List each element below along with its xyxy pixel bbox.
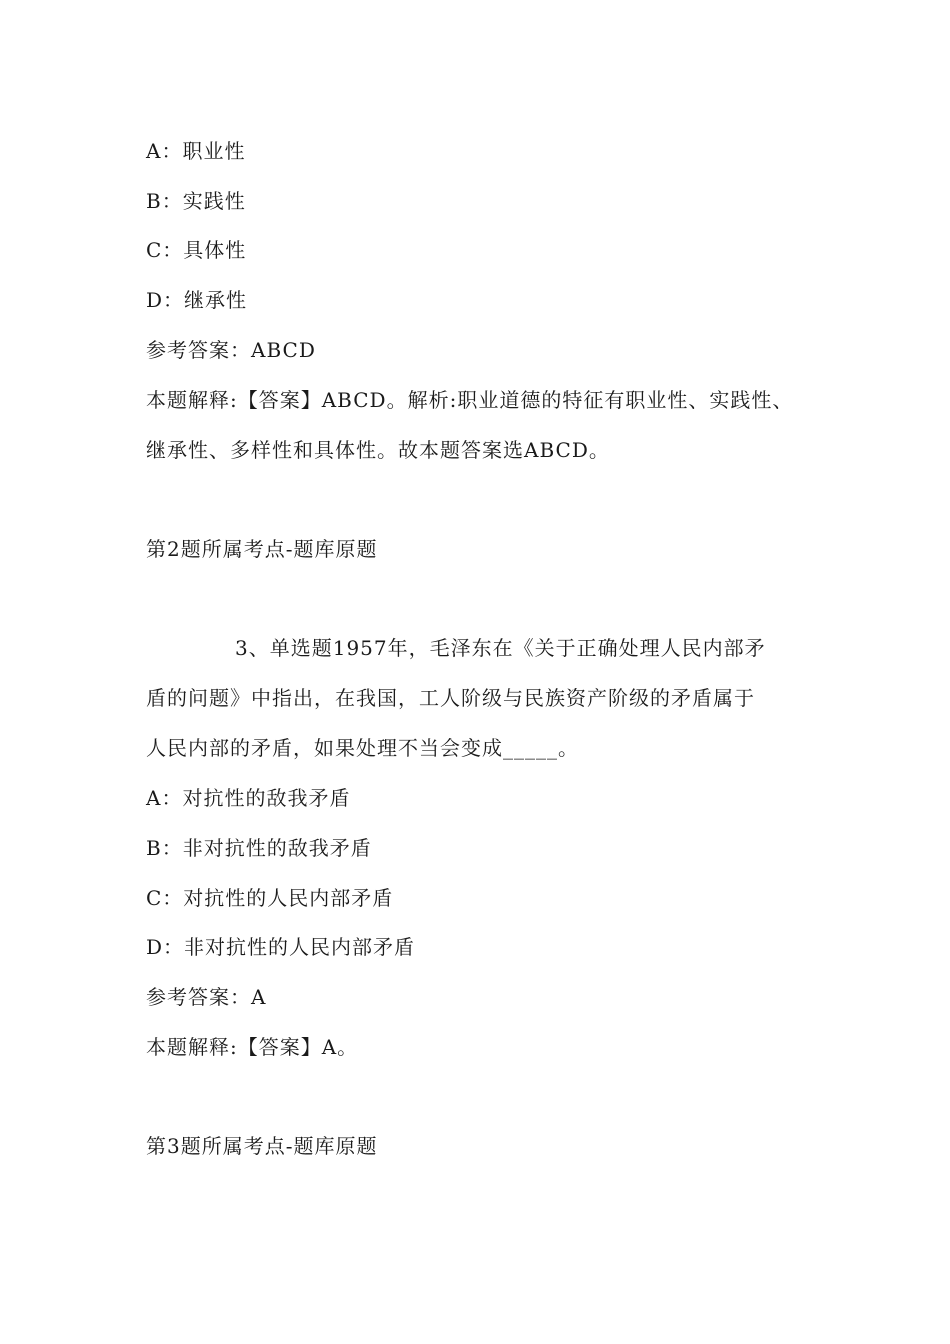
question-1-option-c: C：具体性 <box>146 238 247 262</box>
question-3-explanation: 本题解释:【答案】A。 <box>146 1035 359 1059</box>
topic-2-label: 第2题所属考点-题库原题 <box>146 537 378 561</box>
question-1-answer: 参考答案：ABCD <box>146 338 316 362</box>
question-1-option-d: D：继承性 <box>146 288 248 312</box>
question-1-option-a: A：职业性 <box>146 139 246 163</box>
question-3-stem-line-2: 盾的问题》中指出，在我国，工人阶级与民族资产阶级的矛盾属于 <box>146 686 755 710</box>
question-1-explanation-line-1: 本题解释:【答案】ABCD。解析:职业道德的特征有职业性、实践性、 <box>146 388 794 412</box>
topic-3-label: 第3题所属考点-题库原题 <box>146 1134 378 1158</box>
question-3-answer: 参考答案：A <box>146 985 267 1009</box>
question-3-option-d: D：非对抗性的人民内部矛盾 <box>146 935 416 959</box>
question-1-explanation-line-2: 继承性、多样性和具体性。故本题答案选ABCD。 <box>146 438 610 462</box>
question-3-option-a: A：对抗性的敌我矛盾 <box>146 786 351 810</box>
question-1-option-b: B：实践性 <box>146 189 246 213</box>
question-3-stem-line-1: 3、单选题1957年，毛泽东在《关于正确处理人民内部矛 <box>235 636 766 660</box>
question-3-option-c: C：对抗性的人民内部矛盾 <box>146 886 394 910</box>
question-3-stem-line-3: 人民内部的矛盾，如果处理不当会变成_____。 <box>146 736 579 760</box>
question-3-option-b: B：非对抗性的敌我矛盾 <box>146 836 372 860</box>
